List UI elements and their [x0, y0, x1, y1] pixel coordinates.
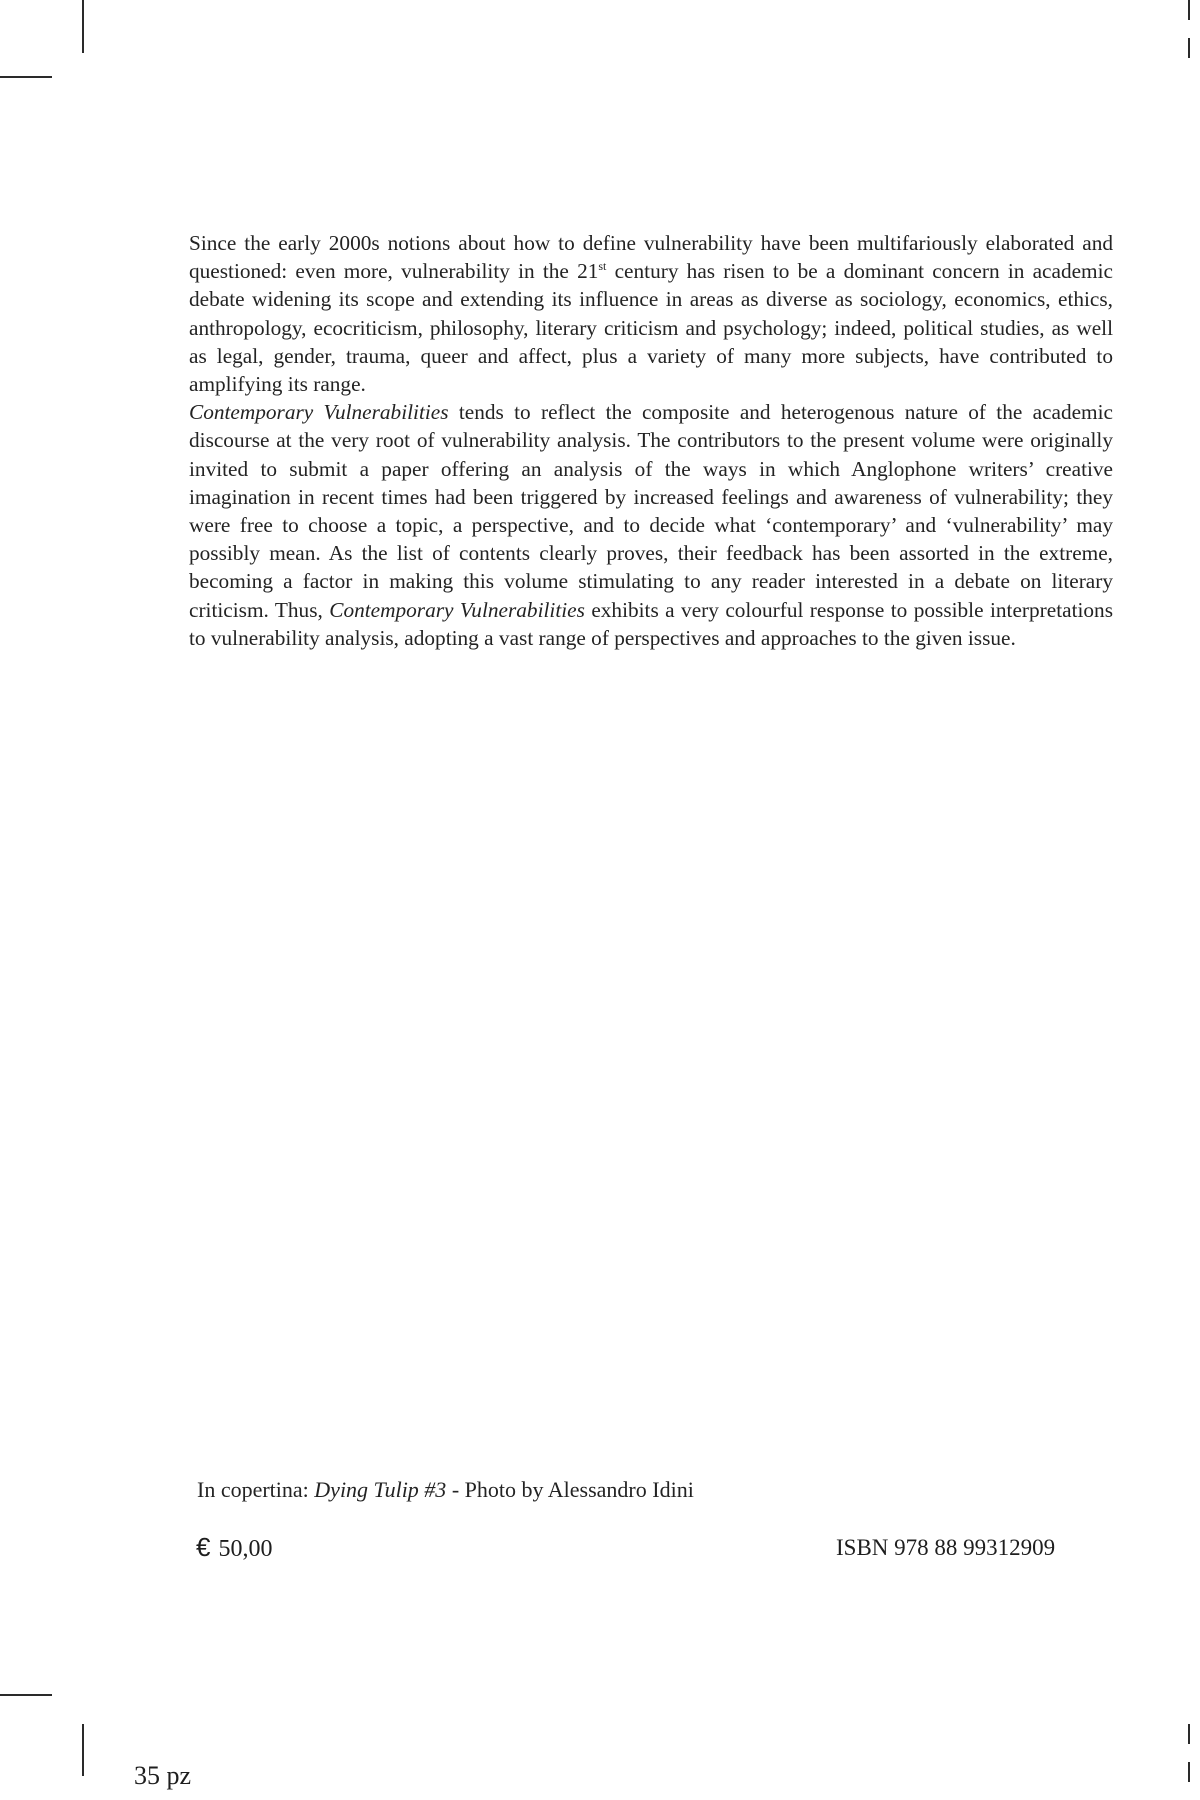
crop-mark-bottom-right-lower: [1188, 1762, 1190, 1782]
crop-mark-top-left-horizontal: [0, 76, 52, 78]
isbn: ISBN 978 88 99312909: [836, 1535, 1056, 1560]
cover-credit-suffix: - Photo by Alessandro Idini: [446, 1477, 694, 1502]
cover-credit-prefix: In copertina:: [197, 1477, 315, 1502]
blurb-paragraph-1: [189, 229, 1113, 398]
crop-mark-bottom-left-horizontal: [0, 1694, 52, 1696]
blurb-paragraph-2: [189, 398, 1113, 652]
crop-mark-top-right-lower: [1188, 38, 1190, 58]
cover-artwork-title: Dying Tulip #3: [314, 1477, 447, 1502]
book-title-italic-2: Contemporary Vulnerabilities: [329, 597, 585, 622]
cover-credit: [197, 1477, 694, 1503]
blurb-p1-text-b: century has risen to be a dominant concern in academic debate widening its scope and extending its influence in areas as diverse as sociology, economics, ethics, anthropology, ecocriticism, philosophy, literary criticism and psychology; indeed, political studies, as well as legal, gender, trauma, queer and affect, plus a variety of many more subjects, have contributed to amplifying its range.: [189, 259, 1113, 397]
blurb-p2-text-a: tends to reflect the composite and heterogenous nature of the academic discourse at the very root of vulnerability analysis. The contributors to the present volume were originally invited to submit a paper offering an analysis of the ways in which Anglophone writers’ creative imagination in recent times had been triggered by increased feelings and awareness of vulnerability; they were free to choose a topic, a perspective, and to decide what ‘contemporary’ and ‘vulnerability’ may possibly mean. As the list of contents clearly proves, their feedback has been assorted in the extreme, becoming a factor in making this volume stimulating to any reader interested in a debate on literary criticism. Thus,: [189, 400, 1113, 622]
crop-mark-top-left-vertical: [82, 0, 84, 53]
crop-mark-bottom-left-vertical: [82, 1724, 84, 1776]
euro-symbol: €: [196, 1532, 211, 1562]
price: [196, 1532, 272, 1563]
blurb-p1-text-a: Since the early 2000s notions about how to define vulnerability have been multifariously elaborated and questioned: even more, vulnerability in the 21: [189, 231, 1113, 284]
crop-mark-bottom-right-upper: [1188, 1724, 1190, 1744]
blurb-p2-text-b: exhibits a very colourful response to possible interpretations to vulnerability analysis, adopting a vast range of perspectives and approaches to the given issue.: [189, 597, 1113, 650]
book-title-italic: Contemporary Vulnerabilities: [189, 400, 449, 425]
price-amount: 50,00: [218, 1536, 273, 1562]
ordinal-suffix: st: [598, 259, 607, 274]
folio-mark: 35 pz: [134, 1761, 192, 1790]
crop-mark-top-right-upper: [1188, 0, 1190, 20]
blurb-text: [189, 229, 1113, 652]
